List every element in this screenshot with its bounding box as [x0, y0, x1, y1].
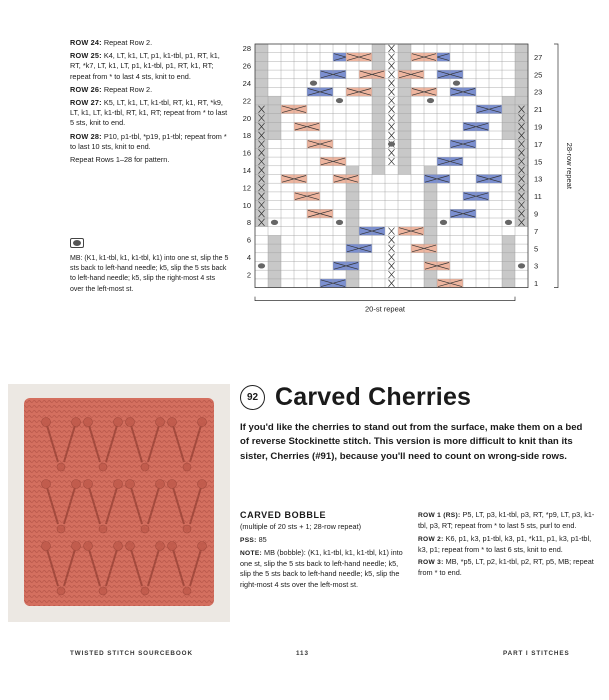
swatch-texture: [126, 418, 135, 427]
swatch-texture: [42, 418, 51, 427]
twisted-stitch-symbol: [389, 245, 395, 252]
swatch-texture: [84, 418, 93, 427]
chart-grid: [235, 36, 595, 326]
twisted-stitch-symbol: [389, 71, 395, 78]
row-number-right: 11: [534, 192, 542, 202]
row-number-right: 1: [534, 279, 539, 289]
pattern-header: [240, 381, 471, 413]
footer-page-number: 113: [296, 650, 309, 657]
swatch-texture: [99, 463, 107, 471]
footer-section: PART I STITCHES: [503, 650, 570, 657]
twisted-stitch-symbol: [389, 106, 395, 113]
bobble-legend-icon: [70, 238, 84, 248]
twisted-stitch-symbol: [389, 280, 395, 287]
swatch-texture: [156, 542, 165, 551]
twisted-stitch-symbol: [389, 254, 395, 261]
row-number-left: 2: [246, 270, 251, 280]
twisted-stitch-symbol: [389, 158, 395, 165]
swatch-texture: [168, 480, 177, 489]
stitch-repeat-bracket: [255, 297, 515, 301]
row-number-right: 7: [534, 226, 539, 236]
row-1-text: ROW 1 (RS): P5, LT, p3, k1-tbl, p3, RT, *p9, LT, p3, k1-tbl, p3, RT; repeat from * to last 5 sts, purl to end.: [418, 510, 595, 531]
swatch-texture: [57, 525, 65, 533]
repeat-note: Repeat Rows 1–28 for pattern.: [70, 155, 170, 165]
row-27-text: ROW 27: K5, LT, k1, LT, k1-tbl, RT, k1, RT, *k9, LT, k1, LT, k1-tbl, RT, k1, RT; repeat from * to last 5 sts, knit to end.: [70, 98, 228, 128]
bobble-symbol: [271, 220, 278, 225]
row-number-left: 4: [246, 253, 251, 262]
row-repeat-bracket: [554, 44, 558, 288]
swatch-texture: [141, 525, 149, 533]
swatch-texture: [198, 480, 207, 489]
row-number-right: 17: [534, 139, 543, 149]
row-instructions-continued: [70, 38, 228, 168]
twisted-stitch-symbol: [389, 54, 395, 61]
swatch-texture: [57, 587, 65, 595]
twisted-stitch-symbol: [389, 262, 395, 269]
row-number-left: 10: [242, 200, 251, 210]
bobble-symbol: [427, 98, 434, 103]
swatch-texture: [168, 418, 177, 427]
gray-stitch-band: [398, 44, 411, 175]
intro-paragraph: If you'd like the cherries to stand out from the surface, make them on a bed of reverse Stockinette stitch. This version is more difficult to knit than its sister, Cherries (#91), because you'll need to count on wrong-side rows.: [240, 422, 583, 462]
swatch-texture: [126, 480, 135, 489]
twisted-stitch-symbol: [389, 88, 395, 95]
row-2-text: ROW 2: K6, p1, k3, p1-tbl, k3, p1, *k11, p1, k3, p1-tbl, k3, p1; repeat from * to last 6 sts, knit to end.: [418, 533, 592, 554]
pattern-info-column: [240, 510, 405, 592]
bobble-symbol: [505, 220, 512, 225]
bobble-symbol: [258, 263, 265, 268]
row-number-left: 18: [242, 131, 251, 141]
row-repeat-label: 28-row repeat: [565, 142, 574, 189]
section-heading: CARVED BOBBLE: [240, 510, 327, 520]
twisted-stitch-symbol: [389, 123, 395, 130]
twisted-stitch-symbol: [389, 80, 395, 87]
swatch-texture: [84, 542, 93, 551]
swatch-texture: [183, 525, 191, 533]
note-text: NOTE: MB (bobble): (K1, k1-tbl, k1, k1-tbl, k1) into one st, slip the 5 sts back to left-hand needle; k5, slip the 5 sts back to left-hand needle; k5, slip the right-most 4 sts over the left-most st.: [240, 547, 403, 589]
gray-stitch-band: [502, 96, 515, 140]
swatch-texture: [198, 418, 207, 427]
swatch-texture: [72, 542, 81, 551]
bobble-symbol: [453, 81, 460, 86]
row-number-left: 14: [242, 166, 251, 175]
bobble-symbol: [518, 263, 525, 268]
bobble-symbol: [310, 81, 317, 86]
swatch-texture: [114, 480, 123, 489]
row-number-right: 9: [534, 209, 539, 219]
row-number-left: 20: [242, 113, 251, 123]
row-number-right: 19: [534, 122, 543, 132]
swatch-texture: [198, 542, 207, 551]
row-number-left: 26: [242, 61, 251, 71]
row-26-text: ROW 26: Repeat Row 2.: [70, 84, 153, 94]
swatch-texture: [99, 587, 107, 595]
bobble-symbol: [440, 220, 447, 225]
knitting-chart: [235, 36, 595, 326]
row-number-right: 27: [534, 52, 543, 62]
twisted-stitch-symbol: [389, 236, 395, 243]
row-number-right: 3: [534, 261, 539, 271]
bobble-symbol: [336, 220, 343, 225]
row-number-right: 21: [534, 105, 543, 115]
swatch-texture: [141, 587, 149, 595]
row-3-text: ROW 3: MB, *p5, LT, p2, k1-tbl, p2, RT, p5, MB; repeat from * to end.: [418, 557, 594, 578]
twisted-stitch-symbol: [389, 149, 395, 156]
swatch-photo: [8, 384, 230, 622]
multiple-text: (multiple of 20 sts + 1; 28-row repeat): [240, 522, 362, 532]
swatch-texture: [126, 542, 135, 551]
swatch-texture: [183, 587, 191, 595]
row-number-left: 28: [242, 44, 251, 54]
twisted-stitch-symbol: [389, 62, 395, 69]
row-number-right: 13: [534, 174, 543, 184]
chart-legend: [70, 238, 230, 295]
gray-stitch-band: [372, 44, 385, 175]
gray-stitch-band: [268, 96, 281, 140]
bobble-symbol: [336, 98, 343, 103]
row-number-left: 8: [246, 218, 251, 228]
swatch-texture: [114, 418, 123, 427]
swatch-texture: [156, 480, 165, 489]
swatch-texture: [156, 418, 165, 427]
page-title: Carved Cherries: [275, 382, 472, 411]
twisted-stitch-symbol: [389, 132, 395, 139]
row-28-text: ROW 28: P10, p1-tbl, *p19, p1-tbl; repeat from * to last 10 sts, knit to end.: [70, 131, 227, 151]
twisted-stitch-symbol: [389, 114, 395, 121]
pss-text: PSS: 85: [240, 534, 267, 544]
swatch-texture: [183, 463, 191, 471]
row-number-right: 25: [534, 70, 543, 80]
row-number-left: 6: [246, 235, 251, 245]
swatch-texture: [72, 480, 81, 489]
row-number-left: 16: [242, 148, 251, 158]
swatch-texture: [42, 480, 51, 489]
swatch-texture: [168, 542, 177, 551]
row-number-left: 22: [242, 96, 251, 106]
row-number-left: 12: [242, 183, 251, 193]
row-number-right: 5: [534, 244, 539, 254]
swatch-texture: [84, 480, 93, 489]
twisted-stitch-symbol: [389, 271, 395, 278]
twisted-stitch-symbol: [389, 45, 395, 52]
row-24-text: ROW 24: Repeat Row 2.: [70, 38, 153, 47]
swatch-texture: [42, 542, 51, 551]
stitch-repeat-label: 20-st repeat: [364, 304, 406, 314]
swatch-texture: [114, 542, 123, 551]
swatch-texture: [72, 418, 81, 427]
swatch-texture: [99, 525, 107, 533]
row-instructions: [418, 510, 596, 581]
row-number-left: 24: [242, 79, 251, 88]
legend-mb-text: MB: (K1, k1-tbl, k1, k1-tbl, k1) into one st, slip the 5 sts back to left-hand needle; k5, slip the 5 sts back to left-hand needle; k5, slip the right-most 4 sts over the left-most st.: [70, 255, 229, 293]
footer-book-title: TWISTED STITCH SOURCEBOOK: [70, 650, 193, 657]
swatch-texture: [141, 463, 149, 471]
swatch-texture: [57, 463, 65, 471]
row-number-right: 23: [534, 87, 543, 97]
bobble-symbol: [388, 141, 395, 146]
knitted-swatch-image: [8, 384, 230, 622]
row-25-text: ROW 25: K4, LT, k1, LT, p1, k1-tbl, p1, RT, k1, RT, *k7, LT, k1, LT, p1, k1-tbl, p1, RT, k1, RT; repeat from * to last 4 sts, knit to end.: [70, 51, 220, 81]
pattern-number-badge: 92: [240, 385, 265, 410]
twisted-stitch-symbol: [389, 228, 395, 235]
row-number-right: 15: [534, 157, 543, 167]
twisted-stitch-symbol: [389, 97, 395, 104]
